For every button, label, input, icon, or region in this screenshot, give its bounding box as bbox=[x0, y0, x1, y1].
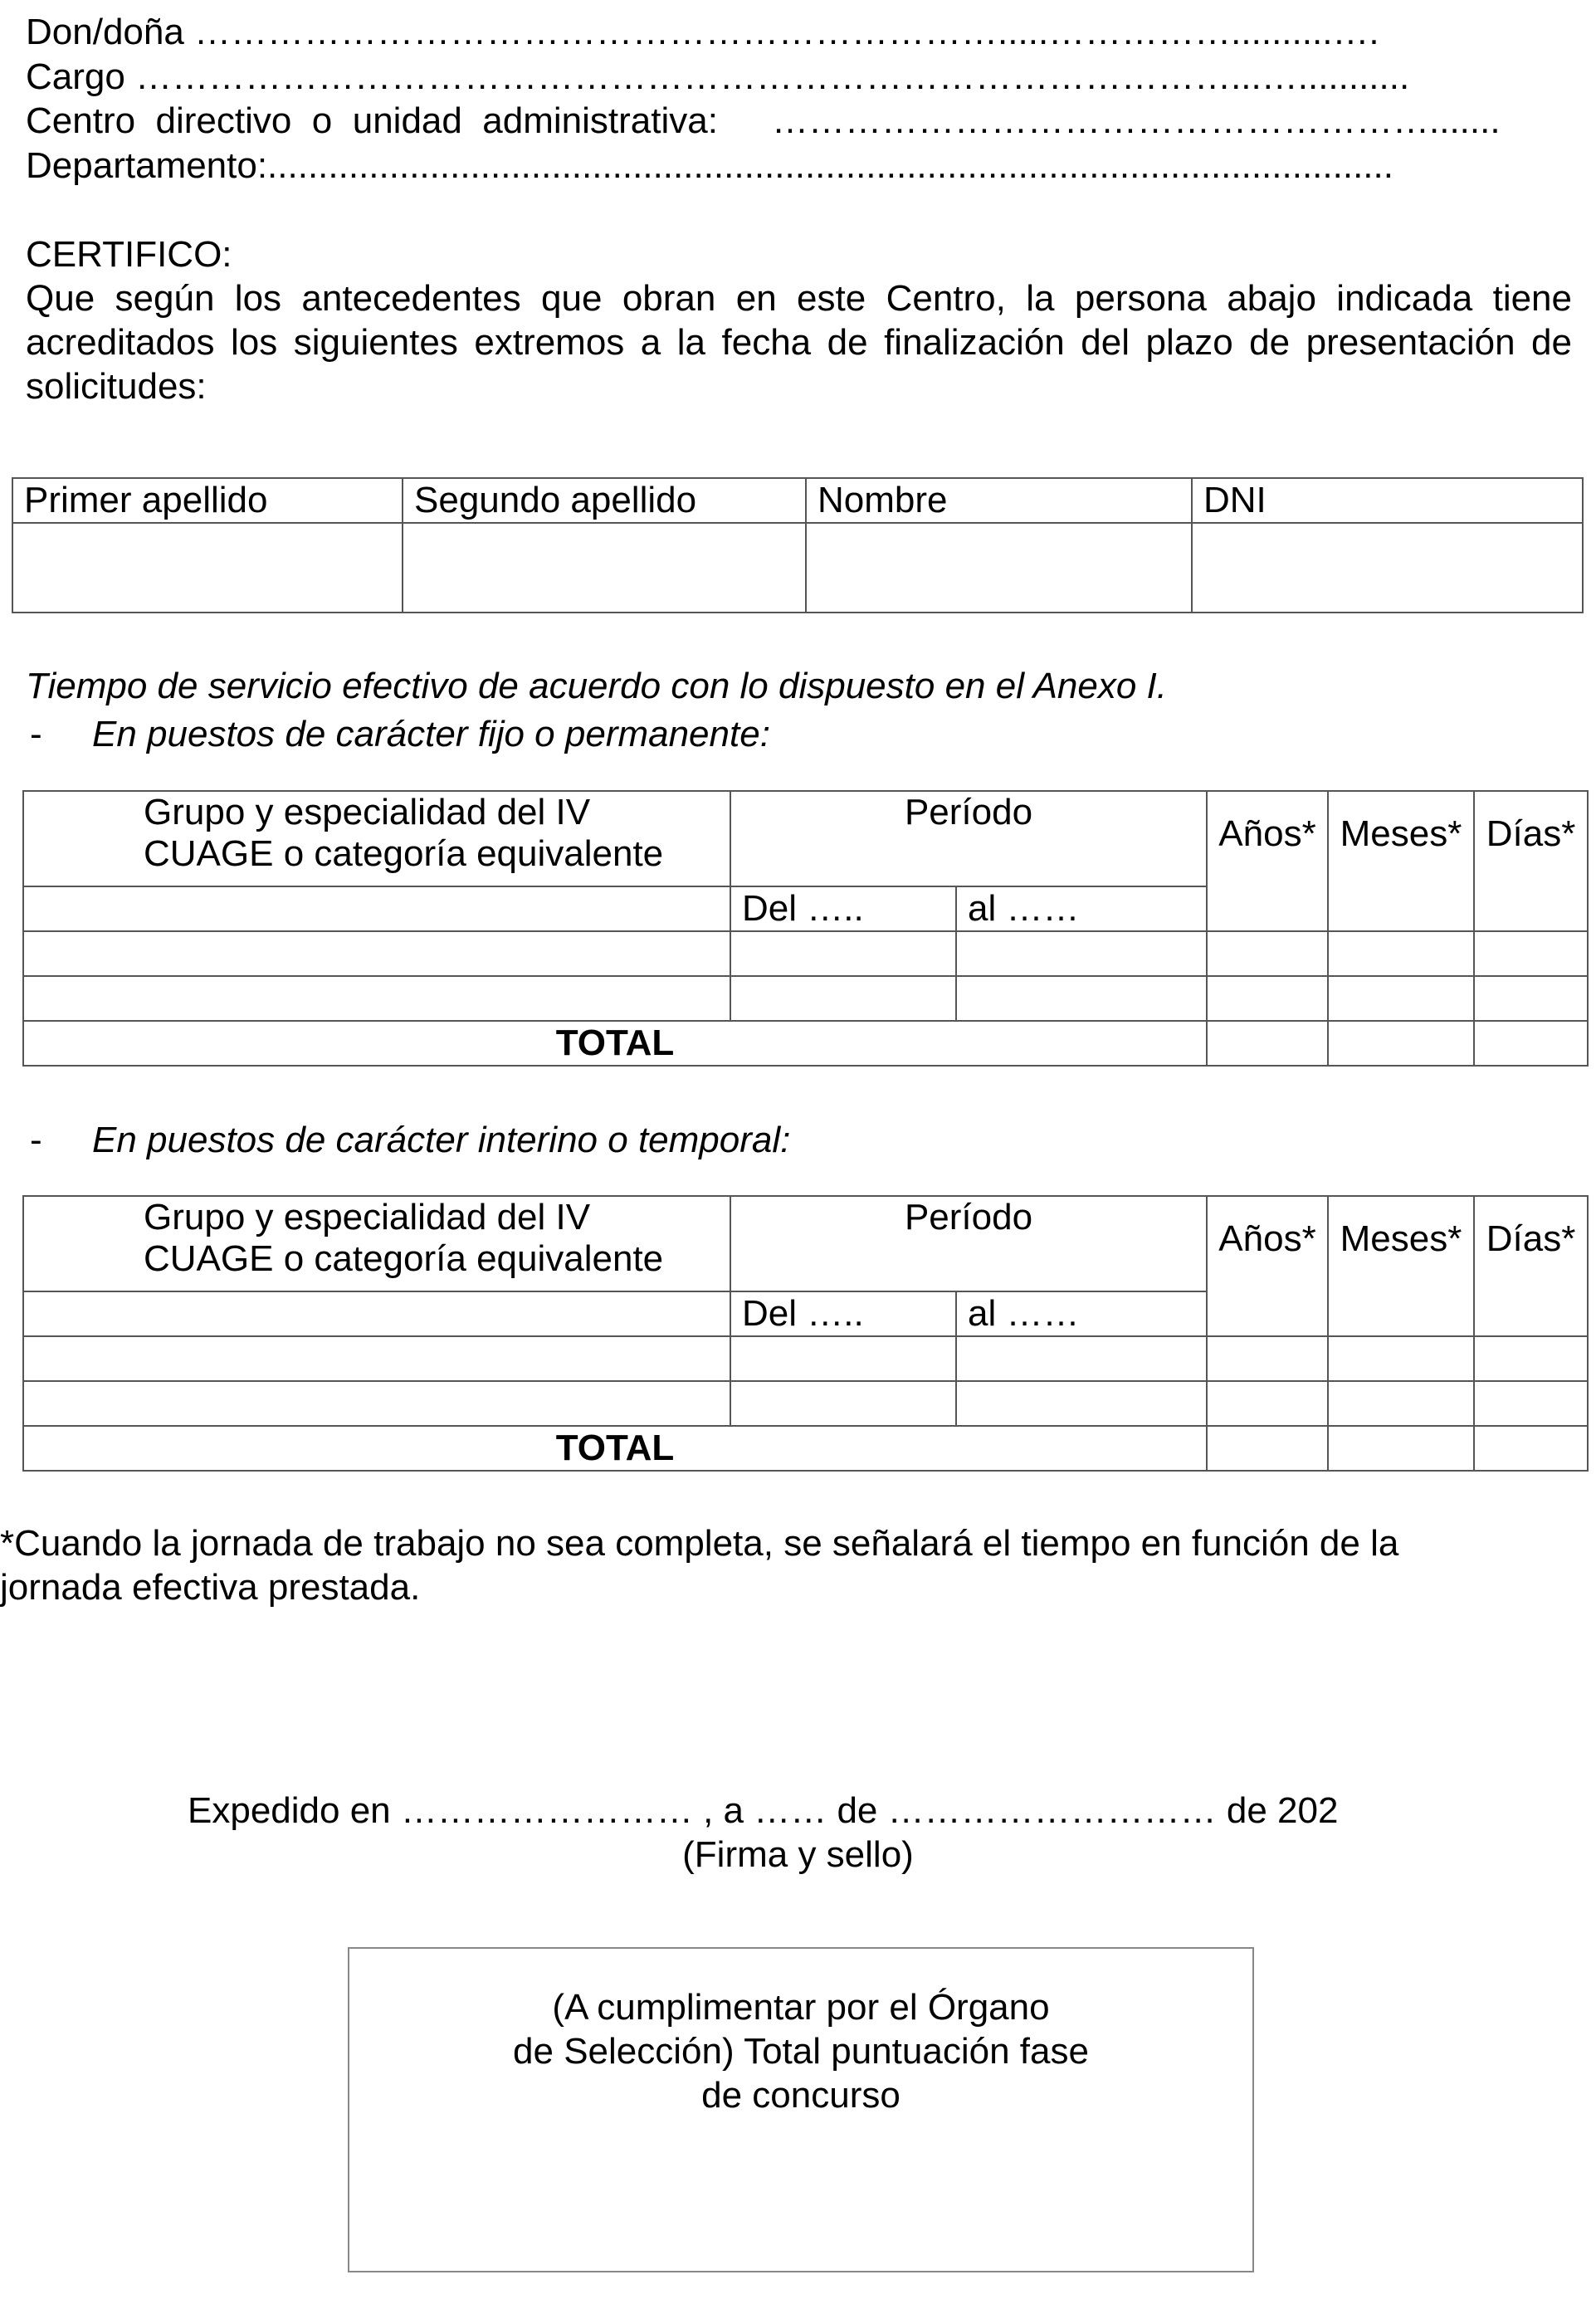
cell-grupo[interactable] bbox=[23, 1336, 730, 1381]
expedido-line: Expedido en …………………… , a …… de ……………………… de 202 bbox=[188, 1790, 1339, 1831]
firma-sello: (Firma y sello) bbox=[682, 1834, 914, 1875]
dash-interino: - bbox=[30, 1120, 42, 1160]
fijo-heading: En puestos de carácter fijo o permanente: bbox=[92, 714, 770, 754]
cell-anos[interactable] bbox=[1207, 931, 1328, 976]
interino-service-table bbox=[22, 1195, 1589, 1472]
cell-grupo[interactable] bbox=[23, 931, 730, 976]
cell-anos[interactable] bbox=[1207, 1336, 1328, 1381]
header-grupo-line2: CUAGE o categoría equivalente bbox=[144, 833, 664, 874]
header-nombre: Nombre bbox=[806, 478, 1192, 523]
cell-grupo[interactable] bbox=[23, 1381, 730, 1426]
cell-del[interactable] bbox=[730, 931, 956, 976]
header-periodo: Período bbox=[730, 1196, 1207, 1291]
total-dias[interactable] bbox=[1474, 1426, 1588, 1471]
cell-dni[interactable] bbox=[1192, 523, 1583, 613]
cell-empty bbox=[23, 1291, 730, 1336]
header-grupo bbox=[23, 1196, 730, 1291]
header-dias: Días* bbox=[1474, 791, 1588, 931]
header-meses: Meses* bbox=[1328, 791, 1474, 931]
cell-al[interactable] bbox=[956, 931, 1207, 976]
header-dni: DNI bbox=[1192, 478, 1583, 523]
fijo-service-table bbox=[22, 790, 1589, 1067]
header-meses: Meses* bbox=[1328, 1196, 1474, 1336]
cell-segundo-apellido[interactable] bbox=[403, 523, 806, 613]
header-anos: Años* bbox=[1207, 1196, 1328, 1336]
total-label: TOTAL bbox=[23, 1021, 1207, 1066]
total-row bbox=[23, 1021, 1588, 1066]
cell-dias[interactable] bbox=[1474, 1336, 1588, 1381]
certifico-title: CERTIFICO: bbox=[26, 234, 232, 275]
dash-fijo: - bbox=[30, 714, 42, 754]
header-dias: Días* bbox=[1474, 1196, 1588, 1336]
identification-table bbox=[12, 477, 1584, 613]
total-anos[interactable] bbox=[1207, 1426, 1328, 1471]
header-segundo-apellido: Segundo apellido bbox=[403, 478, 806, 523]
centro-label: Centro directivo o unidad administrativa: bbox=[26, 100, 718, 141]
don-line: Don/doña ………………………………………………………….....……………..........…. bbox=[26, 12, 1379, 52]
cell-grupo[interactable] bbox=[23, 976, 730, 1021]
cell-del[interactable] bbox=[730, 976, 956, 1021]
organ-box-line3: de concurso bbox=[701, 2075, 900, 2116]
total-anos[interactable] bbox=[1207, 1021, 1328, 1066]
interino-heading: En puestos de carácter interino o temporal: bbox=[92, 1120, 791, 1160]
header-grupo-line2: CUAGE o categoría equivalente bbox=[144, 1238, 664, 1279]
table-row bbox=[23, 1336, 1588, 1381]
header-grupo-line1: Grupo y especialidad del IV bbox=[144, 1197, 591, 1237]
total-meses[interactable] bbox=[1328, 1021, 1474, 1066]
table-row bbox=[23, 976, 1588, 1021]
header-del: Del ….. bbox=[730, 886, 956, 931]
header-anos: Años* bbox=[1207, 791, 1328, 931]
cargo-line: Cargo ………………………………………………………………………………...…........... bbox=[26, 56, 1410, 97]
cell-al[interactable] bbox=[956, 1336, 1207, 1381]
cell-meses[interactable] bbox=[1328, 1336, 1474, 1381]
header-primer-apellido: Primer apellido bbox=[12, 478, 403, 523]
departamento-line: Departamento:............................................................................................................... bbox=[26, 145, 1393, 186]
organ-box-line2: de Selección) Total puntuación fase bbox=[513, 2031, 1089, 2072]
cell-nombre[interactable] bbox=[806, 523, 1192, 613]
footnote-line2: jornada efectiva prestada. bbox=[0, 1567, 421, 1608]
header-grupo bbox=[23, 791, 730, 886]
total-dias[interactable] bbox=[1474, 1021, 1588, 1066]
total-label: TOTAL bbox=[23, 1426, 1207, 1471]
cell-meses[interactable] bbox=[1328, 1381, 1474, 1426]
organ-box-line1: (A cumplimentar por el Órgano bbox=[552, 1987, 1050, 2028]
centro-dots: ………………………………………………....... bbox=[772, 100, 1501, 141]
cell-meses[interactable] bbox=[1328, 976, 1474, 1021]
service-heading: Tiempo de servicio efectivo de acuerdo con lo dispuesto en el Anexo I. bbox=[26, 666, 1167, 706]
cell-meses[interactable] bbox=[1328, 931, 1474, 976]
header-al: al …… bbox=[956, 1291, 1207, 1336]
cell-al[interactable] bbox=[956, 1381, 1207, 1426]
total-row bbox=[23, 1426, 1588, 1471]
total-meses[interactable] bbox=[1328, 1426, 1474, 1471]
footnote-line1: *Cuando la jornada de trabajo no sea completa, se señalará el tiempo en función de la bbox=[0, 1523, 1399, 1564]
cell-al[interactable] bbox=[956, 976, 1207, 1021]
header-al: al …… bbox=[956, 886, 1207, 931]
cell-del[interactable] bbox=[730, 1381, 956, 1426]
header-grupo-line1: Grupo y especialidad del IV bbox=[144, 792, 591, 832]
cell-dias[interactable] bbox=[1474, 931, 1588, 976]
certifico-text: Que según los antecedentes que obran en este Centro, la persona abajo indicada tiene acreditados los siguientes extremos a la fecha de finalización del plazo de presentación de solicitudes: bbox=[26, 278, 1572, 407]
cell-primer-apellido[interactable] bbox=[12, 523, 403, 613]
cell-anos[interactable] bbox=[1207, 1381, 1328, 1426]
table-row bbox=[23, 931, 1588, 976]
cell-dias[interactable] bbox=[1474, 976, 1588, 1021]
table-row bbox=[23, 1381, 1588, 1426]
cell-dias[interactable] bbox=[1474, 1381, 1588, 1426]
cell-anos[interactable] bbox=[1207, 976, 1328, 1021]
header-periodo: Período bbox=[730, 791, 1207, 886]
cell-empty bbox=[23, 886, 730, 931]
header-del: Del ….. bbox=[730, 1291, 956, 1336]
cell-del[interactable] bbox=[730, 1336, 956, 1381]
organ-box[interactable] bbox=[348, 1947, 1254, 2272]
